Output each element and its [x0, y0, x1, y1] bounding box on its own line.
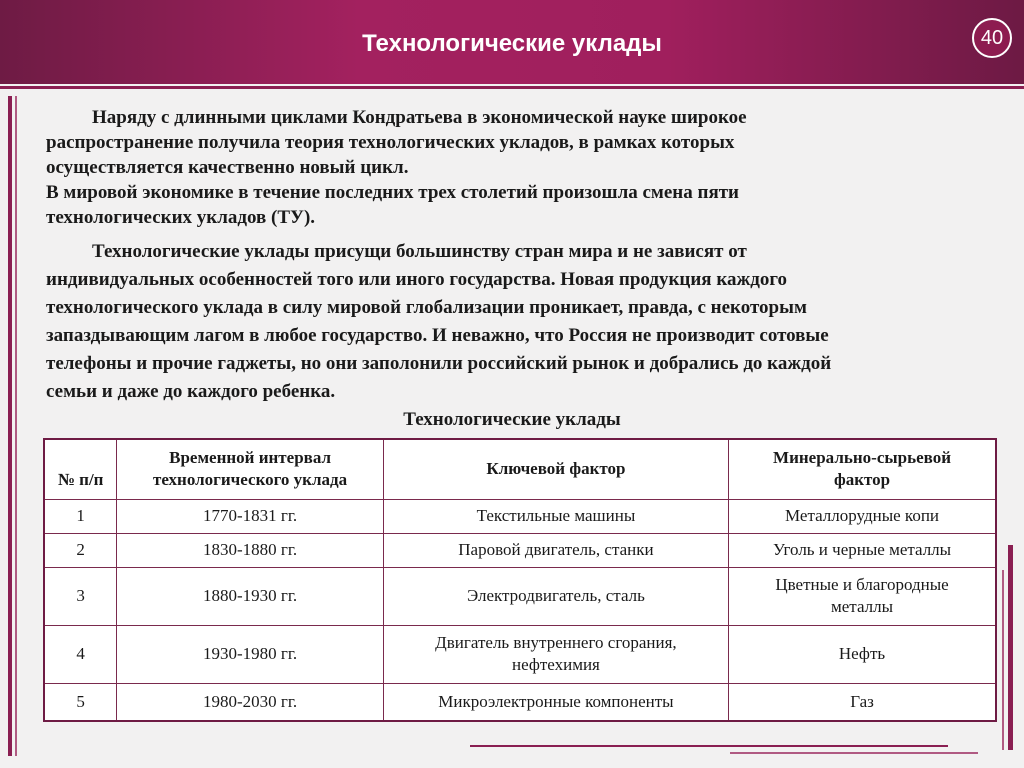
right-decorative-rule-inner: [1002, 570, 1004, 750]
page-number-badge: 40: [972, 18, 1012, 58]
body-line: индивидуальных особенностей того или иного государства. Новая продукция каждого: [46, 269, 788, 290]
cell-mineral-factor: Нефть: [729, 625, 996, 683]
body-line: технологического уклада в силу мировой глобализации проникает, правда, с некоторым: [46, 297, 807, 318]
cell-num: 1: [44, 499, 117, 533]
cell-key-factor: Текстильные машины: [383, 499, 728, 533]
body-line: семьи и даже до каждого ребенка.: [46, 381, 336, 402]
bottom-decorative-rule: [470, 745, 948, 747]
cell-mineral-factor: Уголь и черные металлы: [729, 533, 996, 567]
cell-num: 3: [44, 567, 117, 625]
table-header-row: [44, 439, 996, 499]
body-line: запаздывающим лагом в любое государство. И неважно, что Россия не производит сотовые: [46, 325, 829, 346]
table-row: [44, 533, 996, 567]
cell-interval: 1770-1831 гг.: [117, 499, 384, 533]
cell-interval: 1880-1930 гг.: [117, 567, 384, 625]
body-paragraph: [46, 238, 996, 406]
cell-num: 5: [44, 683, 117, 721]
cell-num: 4: [44, 625, 117, 683]
cell-num: 2: [44, 533, 117, 567]
header-num: № п/п: [44, 439, 117, 499]
table-row: [44, 683, 996, 721]
cell-interval: 1980-2030 гг.: [117, 683, 384, 721]
header-interval: Временной интервал технологического уклада: [117, 439, 384, 499]
intro-line: осуществляется качественно новый цикл.: [46, 157, 409, 178]
header-mineral-factor: Минерально-сырьевой фактор: [729, 439, 996, 499]
cell-mineral-factor: Цветные и благородные металлы: [729, 567, 996, 625]
intro-line: Наряду с длинными циклами Кондратьева в экономической науке широкое: [92, 107, 747, 128]
table-row: [44, 567, 996, 625]
cell-mineral-factor: Газ: [729, 683, 996, 721]
intro-line: технологических укладов (ТУ).: [46, 207, 316, 228]
cell-key-factor: Двигатель внутреннего сгорания, нефтехимия: [383, 625, 728, 683]
table-row: [44, 499, 996, 533]
cell-interval: 1830-1880 гг.: [117, 533, 384, 567]
intro-line: распространение получила теория технологических укладов, в рамках которых: [46, 132, 735, 153]
header-divider: [0, 86, 1024, 89]
body-line: телефоны и прочие гаджеты, но они заполонили российский рынок и добрались до каждой: [46, 353, 832, 374]
intro-paragraph: [46, 105, 966, 230]
slide-title: Технологические уклады: [362, 30, 662, 57]
table-caption: Технологические уклады: [403, 409, 621, 430]
cell-key-factor: Паровой двигатель, станки: [383, 533, 728, 567]
table-row: [44, 625, 996, 683]
intro-line: В мировой экономике в течение последних трех столетий произошла смена пяти: [46, 182, 739, 203]
header-key-factor: Ключевой фактор: [383, 439, 728, 499]
tech-modes-table: [43, 438, 997, 722]
body-line: Технологические уклады присущи большинству стран мира и не зависят от: [92, 241, 747, 262]
right-decorative-rule: [1008, 545, 1013, 750]
bottom-decorative-rule-lower: [730, 752, 978, 754]
cell-key-factor: Микроэлектронные компоненты: [383, 683, 728, 721]
cell-mineral-factor: Металлорудные копи: [729, 499, 996, 533]
cell-key-factor: Электродвигатель, сталь: [383, 567, 728, 625]
cell-interval: 1930-1980 гг.: [117, 625, 384, 683]
